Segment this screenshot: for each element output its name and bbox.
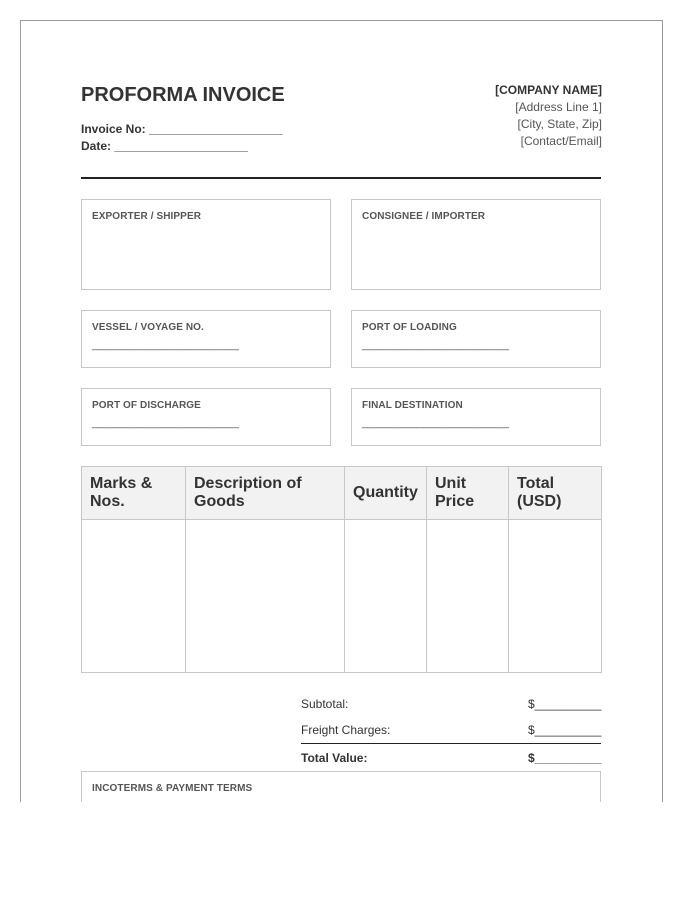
port-loading-label: PORT OF LOADING <box>362 322 457 333</box>
terms-box[interactable] <box>81 771 601 802</box>
vessel-label: VESSEL / VOYAGE NO. <box>92 322 204 333</box>
column-header-total: Total (USD) <box>509 467 602 520</box>
company-city[interactable]: [City, State, Zip] <box>517 117 602 131</box>
port-discharge-box[interactable] <box>81 388 331 446</box>
invoice-sheet <box>20 20 663 802</box>
table-row <box>82 520 602 673</box>
subtotal-value[interactable]: $__________ <box>528 697 602 711</box>
company-block <box>495 82 602 150</box>
unit-price-cell[interactable] <box>427 520 509 673</box>
freight-label: Freight Charges: <box>301 723 391 737</box>
port-discharge-input-line[interactable]: ________________________ <box>92 417 239 429</box>
exporter-box[interactable] <box>81 199 331 290</box>
invoice-number-field[interactable]: Invoice No: ____________________ <box>81 122 283 136</box>
totals-divider <box>301 743 601 744</box>
total-value[interactable]: $__________ <box>528 751 602 765</box>
total-cell[interactable] <box>509 520 602 673</box>
marks-cell[interactable] <box>82 520 186 673</box>
exporter-label: EXPORTER / SHIPPER <box>92 211 202 222</box>
company-address[interactable]: [Address Line 1] <box>515 100 602 114</box>
company-contact[interactable]: [Contact/Email] <box>520 134 602 148</box>
header-divider <box>81 177 601 179</box>
column-header-marks: Marks & Nos. <box>82 467 186 520</box>
port-loading-input-line[interactable]: ________________________ <box>362 339 509 351</box>
table-header-row <box>82 467 602 520</box>
description-cell[interactable] <box>186 520 345 673</box>
column-header-description: Description of Goods <box>186 467 345 520</box>
goods-table <box>81 466 602 673</box>
consignee-box[interactable] <box>351 199 601 290</box>
vessel-input-line[interactable]: ________________________ <box>92 339 239 351</box>
column-header-quantity: Quantity <box>345 467 427 520</box>
final-destination-box[interactable] <box>351 388 601 446</box>
total-value-label: Total Value: <box>301 751 368 765</box>
subtotal-label: Subtotal: <box>301 697 349 711</box>
consignee-label: CONSIGNEE / IMPORTER <box>362 211 486 222</box>
final-destination-label: FINAL DESTINATION <box>362 400 463 411</box>
column-header-unit-price: Unit Price <box>427 467 509 520</box>
port-loading-box[interactable] <box>351 310 601 368</box>
company-name[interactable]: [COMPANY NAME] <box>495 83 602 97</box>
port-discharge-label: PORT OF DISCHARGE <box>92 400 201 411</box>
date-field[interactable]: Date: ____________________ <box>81 139 248 153</box>
final-destination-input-line[interactable]: ________________________ <box>362 417 509 429</box>
freight-value[interactable]: $__________ <box>528 723 602 737</box>
quantity-cell[interactable] <box>345 520 427 673</box>
page-title: PROFORMA INVOICE <box>81 84 285 106</box>
terms-label: INCOTERMS & PAYMENT TERMS <box>92 783 253 794</box>
vessel-box[interactable] <box>81 310 331 368</box>
